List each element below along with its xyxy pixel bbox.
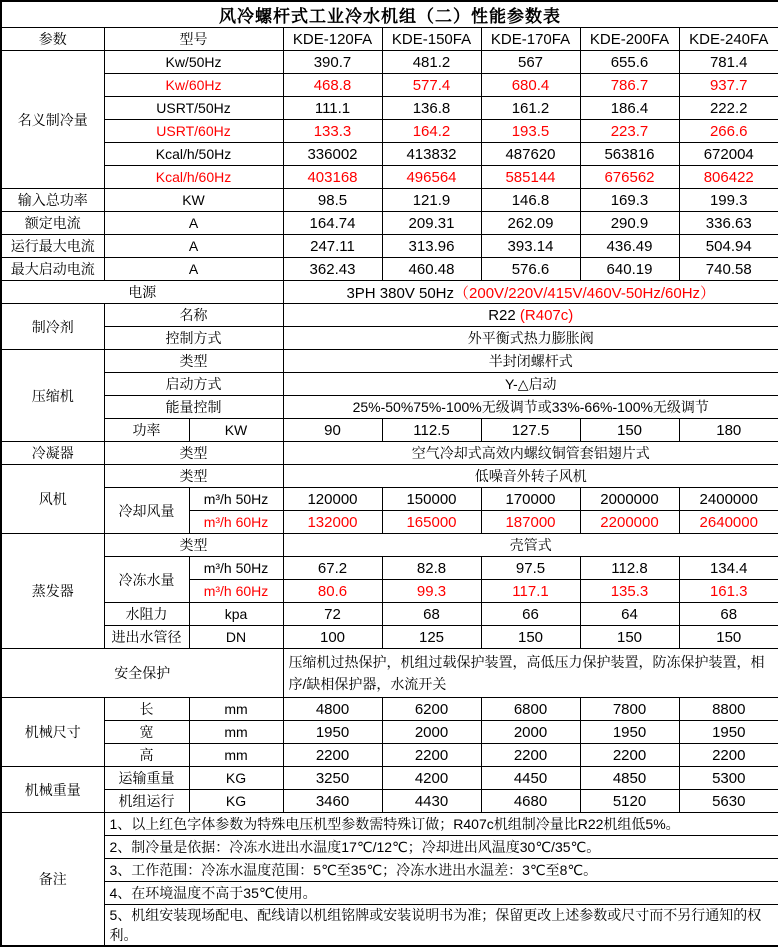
value-cell: 3460 bbox=[283, 790, 382, 813]
value-cell: 132000 bbox=[283, 511, 382, 534]
value-cell: 937.7 bbox=[679, 74, 778, 97]
value-cell: 655.6 bbox=[580, 51, 679, 74]
value-cell: 5120 bbox=[580, 790, 679, 813]
value-cell: 68 bbox=[679, 603, 778, 626]
table-row bbox=[1, 74, 778, 97]
value-cell: 133.3 bbox=[283, 120, 382, 143]
value-cell: 6200 bbox=[382, 698, 481, 721]
unit-label: DN bbox=[189, 626, 283, 649]
value-cell: 117.1 bbox=[481, 580, 580, 603]
value-cell: 4200 bbox=[382, 767, 481, 790]
unit-label: A bbox=[104, 235, 283, 258]
unit-label: mm bbox=[189, 698, 283, 721]
unit-label: m³/h 60Hz bbox=[189, 580, 283, 603]
table-row bbox=[1, 166, 778, 189]
value-cell: 2000000 bbox=[580, 488, 679, 511]
value-cell: 112.8 bbox=[580, 557, 679, 580]
value-cell: 82.8 bbox=[382, 557, 481, 580]
table-row bbox=[1, 905, 778, 947]
value-cell: 97.5 bbox=[481, 557, 580, 580]
value-cell: 6800 bbox=[481, 698, 580, 721]
value-cell: 390.7 bbox=[283, 51, 382, 74]
row-label: 运输重量 bbox=[104, 767, 189, 790]
group-label: 制冷剂 bbox=[1, 304, 104, 350]
value-cell: 436.49 bbox=[580, 235, 679, 258]
unit-label: KG bbox=[189, 767, 283, 790]
table-row bbox=[1, 212, 778, 235]
value-cell: 72 bbox=[283, 603, 382, 626]
value-cell: 125 bbox=[382, 626, 481, 649]
power-supply-base: 3PH 380V 50Hz bbox=[346, 284, 455, 302]
value-cell: 90 bbox=[283, 419, 382, 442]
table-row bbox=[1, 350, 778, 373]
table-row bbox=[1, 836, 778, 859]
group-label: 机械重量 bbox=[1, 767, 104, 813]
value-cell: 121.9 bbox=[382, 189, 481, 212]
table-row bbox=[1, 882, 778, 905]
value-cell: 120000 bbox=[283, 488, 382, 511]
unit-label: mm bbox=[189, 721, 283, 744]
value-cell: 5300 bbox=[679, 767, 778, 790]
value-cell: 99.3 bbox=[382, 580, 481, 603]
table-row bbox=[1, 859, 778, 882]
unit-label: kpa bbox=[189, 603, 283, 626]
unit-label: m³/h 50Hz bbox=[189, 557, 283, 580]
row-label: 长 bbox=[104, 698, 189, 721]
table-row bbox=[1, 258, 778, 281]
table-row bbox=[1, 790, 778, 813]
table-row bbox=[1, 396, 778, 419]
table-row bbox=[1, 327, 778, 350]
section-value: 低噪音外转子风机 bbox=[283, 465, 778, 488]
value-cell: 4850 bbox=[580, 767, 679, 790]
group-label: 机械尺寸 bbox=[1, 698, 104, 767]
value-cell: 2640000 bbox=[679, 511, 778, 534]
table-row bbox=[1, 767, 778, 790]
value-cell: 413832 bbox=[382, 143, 481, 166]
row-label: 冷却风量 bbox=[104, 488, 189, 534]
table-row bbox=[1, 304, 778, 327]
row-label: 类型 bbox=[104, 442, 283, 465]
value-cell: 150 bbox=[580, 419, 679, 442]
value-cell: 640.19 bbox=[580, 258, 679, 281]
note-item: 3、工作范围：冷冻水温度范围：5℃至35℃；冷冻水进出水温差：3℃至8℃。 bbox=[104, 859, 778, 882]
section-value: Y-△启动 bbox=[283, 373, 778, 396]
value-cell: 576.6 bbox=[481, 258, 580, 281]
value-cell: 740.58 bbox=[679, 258, 778, 281]
value-cell: 80.6 bbox=[283, 580, 382, 603]
safety-label: 安全保护 bbox=[1, 649, 283, 698]
value-cell: 186.4 bbox=[580, 97, 679, 120]
row-label: 名称 bbox=[104, 304, 283, 327]
value-cell: 4680 bbox=[481, 790, 580, 813]
value-cell: 199.3 bbox=[679, 189, 778, 212]
value-cell: 66 bbox=[481, 603, 580, 626]
row-label: 启动方式 bbox=[104, 373, 283, 396]
row-label: 类型 bbox=[104, 534, 283, 557]
unit-label: A bbox=[104, 212, 283, 235]
model-name: KDE-150FA bbox=[382, 28, 481, 51]
table-row bbox=[1, 721, 778, 744]
unit-label: m³/h 50Hz bbox=[189, 488, 283, 511]
model-name: KDE-120FA bbox=[283, 28, 382, 51]
value-cell: 146.8 bbox=[481, 189, 580, 212]
group-label: 最大启动电流 bbox=[1, 258, 104, 281]
value-cell: 180 bbox=[679, 419, 778, 442]
value-cell: 5630 bbox=[679, 790, 778, 813]
value-cell: 1950 bbox=[580, 721, 679, 744]
value-cell: 150000 bbox=[382, 488, 481, 511]
row-label: 类型 bbox=[104, 465, 283, 488]
group-label: 冷凝器 bbox=[1, 442, 104, 465]
unit-label: m³/h 60Hz bbox=[189, 511, 283, 534]
value-cell: 676562 bbox=[580, 166, 679, 189]
value-cell: 290.9 bbox=[580, 212, 679, 235]
value-cell: 98.5 bbox=[283, 189, 382, 212]
value-cell: 313.96 bbox=[382, 235, 481, 258]
value-cell: 468.8 bbox=[283, 74, 382, 97]
group-label: 蒸发器 bbox=[1, 534, 104, 649]
value-cell: 209.31 bbox=[382, 212, 481, 235]
table-row bbox=[1, 698, 778, 721]
table-row bbox=[1, 189, 778, 212]
value-cell: 8800 bbox=[679, 698, 778, 721]
group-label: 名义制冷量 bbox=[1, 51, 104, 189]
value-cell: 577.4 bbox=[382, 74, 481, 97]
group-label: 额定电流 bbox=[1, 212, 104, 235]
row-label: USRT/60Hz bbox=[104, 120, 283, 143]
row-label: 宽 bbox=[104, 721, 189, 744]
value-cell: 1950 bbox=[679, 721, 778, 744]
value-cell: 2200 bbox=[283, 744, 382, 767]
row-label: 水阻力 bbox=[104, 603, 189, 626]
table-row bbox=[1, 97, 778, 120]
section-value: 壳管式 bbox=[283, 534, 778, 557]
row-label: Kcal/h/50Hz bbox=[104, 143, 283, 166]
value-cell: 2000 bbox=[481, 721, 580, 744]
table-row bbox=[1, 51, 778, 74]
value-cell: 68 bbox=[382, 603, 481, 626]
table-row bbox=[1, 120, 778, 143]
value-cell: 567 bbox=[481, 51, 580, 74]
table-row bbox=[1, 603, 778, 626]
note-item: 4、在环境温度不高于35℃使用。 bbox=[104, 882, 778, 905]
value-cell: 247.11 bbox=[283, 235, 382, 258]
value-cell: 4450 bbox=[481, 767, 580, 790]
value-cell: 170000 bbox=[481, 488, 580, 511]
row-label: 类型 bbox=[104, 350, 283, 373]
table-row bbox=[1, 557, 778, 580]
section-value: 半封闭螺杆式 bbox=[283, 350, 778, 373]
value-cell: 150 bbox=[481, 626, 580, 649]
value-cell: 585144 bbox=[481, 166, 580, 189]
table-row bbox=[1, 143, 778, 166]
table-row bbox=[1, 626, 778, 649]
section-value: 25%-50%75%-100%无级调节或33%-66%-100%无级调节 bbox=[283, 396, 778, 419]
value-cell: 7800 bbox=[580, 698, 679, 721]
value-cell: 64 bbox=[580, 603, 679, 626]
value-cell: 112.5 bbox=[382, 419, 481, 442]
table-row bbox=[1, 235, 778, 258]
table-row bbox=[1, 442, 778, 465]
value-cell: 403168 bbox=[283, 166, 382, 189]
value-cell: 672004 bbox=[679, 143, 778, 166]
group-label: 备注 bbox=[1, 813, 104, 947]
section-value: 空气冷却式高效内螺纹铜管套铝翅片式 bbox=[283, 442, 778, 465]
group-label: 运行最大电流 bbox=[1, 235, 104, 258]
value-cell: 3250 bbox=[283, 767, 382, 790]
value-cell: 262.09 bbox=[481, 212, 580, 235]
table-row bbox=[1, 813, 778, 836]
value-cell: 161.2 bbox=[481, 97, 580, 120]
value-cell: 781.4 bbox=[679, 51, 778, 74]
value-cell: 362.43 bbox=[283, 258, 382, 281]
refrigerant-optional: (R407c) bbox=[519, 306, 574, 324]
unit-label: KW bbox=[104, 189, 283, 212]
section-value: 外平衡式热力膨胀阀 bbox=[283, 327, 778, 350]
value-cell: 336002 bbox=[283, 143, 382, 166]
table-row bbox=[1, 488, 778, 511]
value-cell: 680.4 bbox=[481, 74, 580, 97]
model-name: KDE-200FA bbox=[580, 28, 679, 51]
value-cell: 336.63 bbox=[679, 212, 778, 235]
value-cell: 2000 bbox=[382, 721, 481, 744]
value-cell: 460.48 bbox=[382, 258, 481, 281]
value-cell: 487620 bbox=[481, 143, 580, 166]
refrigerant-base: R22 bbox=[488, 306, 516, 324]
value-cell: 4430 bbox=[382, 790, 481, 813]
value-cell: 2200 bbox=[580, 744, 679, 767]
table-row bbox=[1, 649, 778, 698]
row-label: 进出水管径 bbox=[104, 626, 189, 649]
table-row bbox=[1, 534, 778, 557]
table-header-row bbox=[1, 28, 778, 51]
refrigerant-name-value bbox=[283, 304, 778, 327]
value-cell: 393.14 bbox=[481, 235, 580, 258]
value-cell: 135.3 bbox=[580, 580, 679, 603]
value-cell: 100 bbox=[283, 626, 382, 649]
unit-label: KG bbox=[189, 790, 283, 813]
table-row bbox=[1, 1, 778, 28]
group-label: 输入总功率 bbox=[1, 189, 104, 212]
value-cell: 161.3 bbox=[679, 580, 778, 603]
header-param-label: 参数 bbox=[1, 28, 104, 51]
row-label: 能量控制 bbox=[104, 396, 283, 419]
table-row bbox=[1, 465, 778, 488]
power-supply-value bbox=[283, 281, 778, 304]
page-title: 风冷螺杆式工业冷水机组（二）性能参数表 bbox=[1, 1, 778, 28]
table-row bbox=[1, 419, 778, 442]
table-row bbox=[1, 281, 778, 304]
row-label: 控制方式 bbox=[104, 327, 283, 350]
value-cell: 2200 bbox=[679, 744, 778, 767]
group-label: 压缩机 bbox=[1, 350, 104, 442]
value-cell: 67.2 bbox=[283, 557, 382, 580]
row-label: 机组运行 bbox=[104, 790, 189, 813]
group-label: 风机 bbox=[1, 465, 104, 534]
row-label: 功率 bbox=[104, 419, 189, 442]
value-cell: 127.5 bbox=[481, 419, 580, 442]
note-item: 2、制冷量是依据：冷冻水进出水温度17℃/12℃；冷却进出风温度30℃/35℃。 bbox=[104, 836, 778, 859]
value-cell: 193.5 bbox=[481, 120, 580, 143]
value-cell: 111.1 bbox=[283, 97, 382, 120]
note-item: 5、机组安装现场配电、配线请以机组铭牌或安装说明书为准；保留更改上述参数或尺寸而不另行通知的权利。 bbox=[104, 905, 778, 947]
value-cell: 136.8 bbox=[382, 97, 481, 120]
power-supply-label: 电源 bbox=[1, 281, 283, 304]
value-cell: 786.7 bbox=[580, 74, 679, 97]
value-cell: 2400000 bbox=[679, 488, 778, 511]
value-cell: 223.7 bbox=[580, 120, 679, 143]
power-supply-optional: （200V/220V/415V/460V-50Hz/60Hz） bbox=[454, 284, 716, 302]
table-row bbox=[1, 744, 778, 767]
value-cell: 164.2 bbox=[382, 120, 481, 143]
value-cell: 1950 bbox=[283, 721, 382, 744]
value-cell: 563816 bbox=[580, 143, 679, 166]
model-name: KDE-170FA bbox=[481, 28, 580, 51]
value-cell: 481.2 bbox=[382, 51, 481, 74]
value-cell: 496564 bbox=[382, 166, 481, 189]
value-cell: 169.3 bbox=[580, 189, 679, 212]
note-item: 1、以上红色字体参数为特殊电压机型参数需特殊订做；R407c机组制冷量比R22机组低5%。 bbox=[104, 813, 778, 836]
unit-label: A bbox=[104, 258, 283, 281]
value-cell: 4800 bbox=[283, 698, 382, 721]
value-cell: 150 bbox=[580, 626, 679, 649]
value-cell: 2200 bbox=[481, 744, 580, 767]
value-cell: 150 bbox=[679, 626, 778, 649]
value-cell: 164.74 bbox=[283, 212, 382, 235]
value-cell: 2200000 bbox=[580, 511, 679, 534]
value-cell: 134.4 bbox=[679, 557, 778, 580]
value-cell: 266.6 bbox=[679, 120, 778, 143]
value-cell: 165000 bbox=[382, 511, 481, 534]
value-cell: 504.94 bbox=[679, 235, 778, 258]
safety-value: 压缩机过热保护，机组过载保护装置，高低压力保护装置，防冻保护装置，相序/缺相保护器，水流开关 bbox=[283, 649, 778, 698]
header-model-label: 型号 bbox=[104, 28, 283, 51]
value-cell: 187000 bbox=[481, 511, 580, 534]
unit-label: KW bbox=[189, 419, 283, 442]
row-label: Kw/50Hz bbox=[104, 51, 283, 74]
model-name: KDE-240FA bbox=[679, 28, 778, 51]
value-cell: 2200 bbox=[382, 744, 481, 767]
row-label: Kw/60Hz bbox=[104, 74, 283, 97]
unit-label: mm bbox=[189, 744, 283, 767]
value-cell: 806422 bbox=[679, 166, 778, 189]
table-row bbox=[1, 373, 778, 396]
row-label: USRT/50Hz bbox=[104, 97, 283, 120]
value-cell: 222.2 bbox=[679, 97, 778, 120]
row-label: 高 bbox=[104, 744, 189, 767]
row-label: Kcal/h/60Hz bbox=[104, 166, 283, 189]
row-label: 冷冻水量 bbox=[104, 557, 189, 603]
